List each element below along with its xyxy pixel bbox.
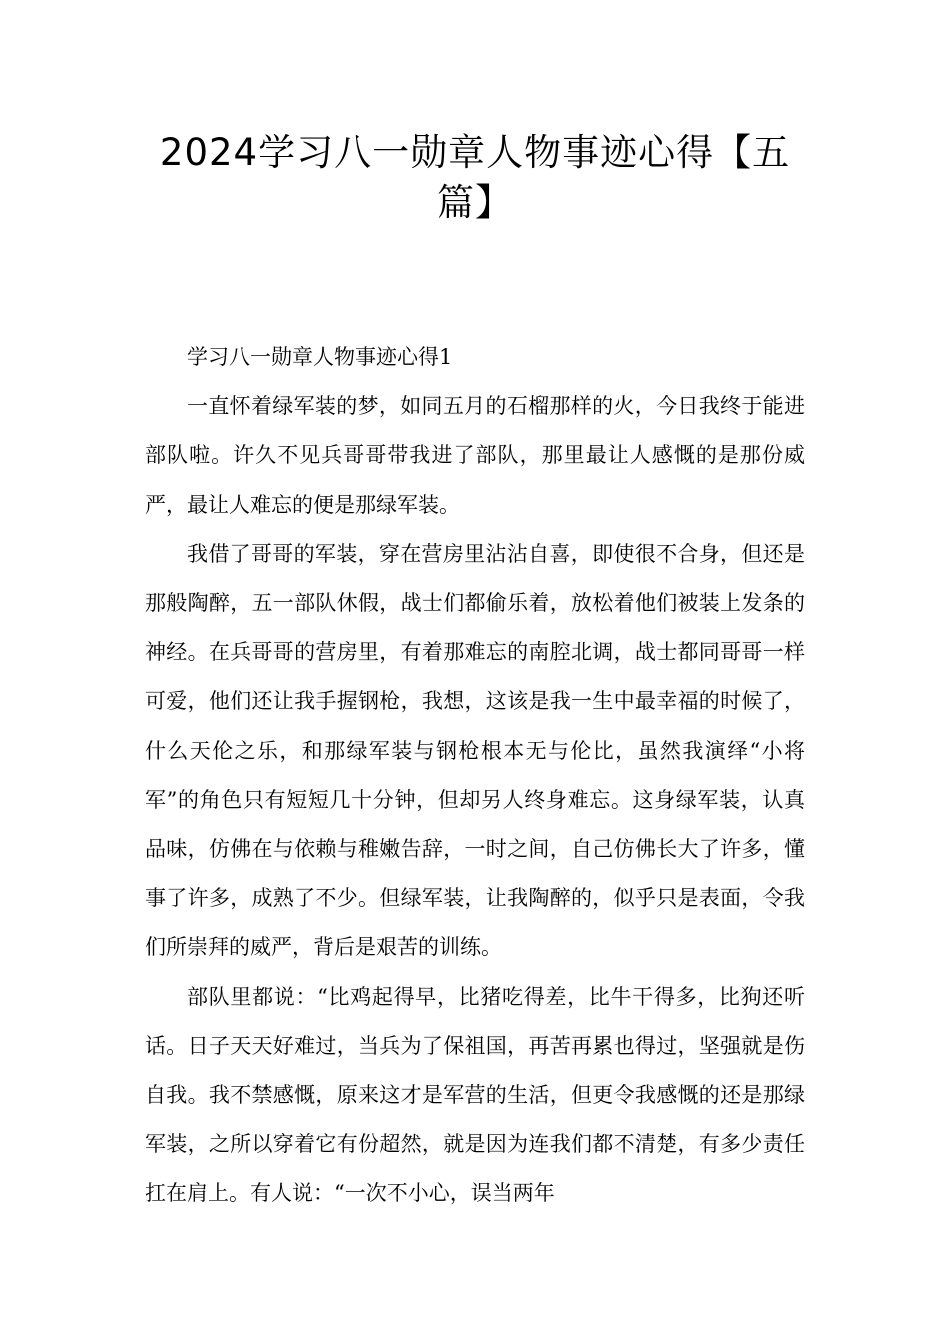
paragraph: 我借了哥哥的军装，穿在营房里沾沾自喜，即使很不合身，但还是那般陶醉，五一部队休假，战士们都偷乐着，放松着他们被装上发条的神经。在兵哥哥的营房里，有着那难忘的南腔北调，战士都同哥哥一样可爱，他们还让我手握钢枪，我想，这该是我一生中最幸福的时候了，什么天伦之乐，和那绿军装与钢枪根本无与伦比，虽然我演绎“小将军”的角色只有短短几十分钟，但却另人终身难忘。这身绿军装，认真品味，仿佛在与依赖与稚嫩告辞，一时之间，自己仿佛长大了许多，懂事了许多，成熟了不少。但绿军装，让我陶醉的，似乎只是表面，令我们所崇拜的威严，背后是艰苦的训练。 [145,541,805,960]
document-body [145,333,805,1219]
paragraph: 部队里都说：“比鸡起得早，比猪吃得差，比牛干得多，比狗还听话。日子天天好难过，当兵为了保祖国，再苦再累也得过，坚强就是伤自我。我不禁感慨，原来这才是军营的生活，但更令我感慨的还是那绿军装，之所以穿着它有份超然，就是因为连我们都不清楚，有多少责任扛在肩上。有人说：“一次不小心，误当两年 [145,984,805,1206]
section-heading: 学习八一勋章人物事迹心得1 [187,345,453,369]
paragraph: 一直怀着绿军装的梦，如同五月的石榴那样的火，今日我终于能进部队啦。许久不见兵哥哥带我进了部队，那里最让人感慨的是那份威严，最让人难忘的便是那绿军装。 [145,394,805,517]
document-title: 2024学习八一勋章人物事迹心得【五篇】 [159,131,791,224]
